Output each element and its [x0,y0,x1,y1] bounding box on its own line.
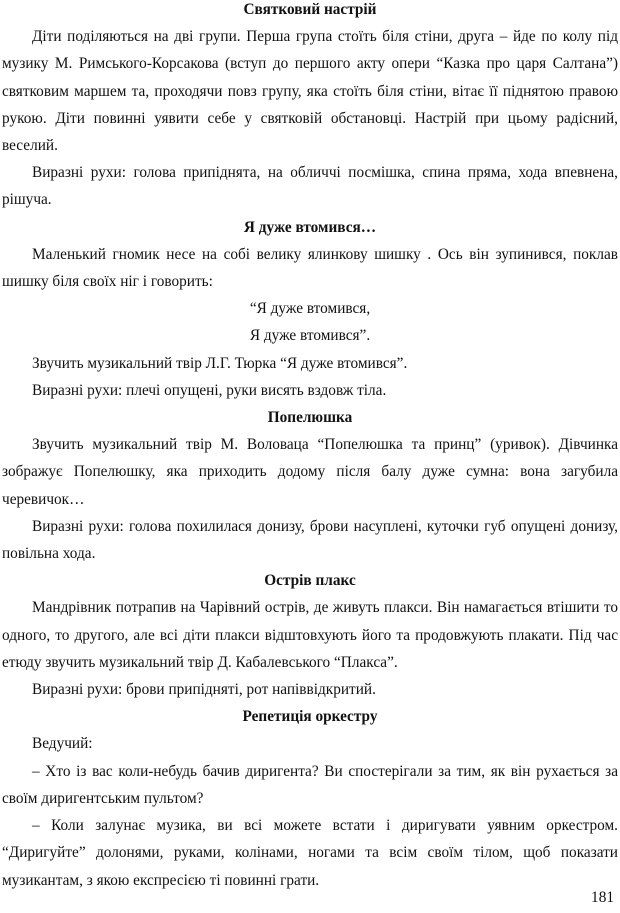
paragraph: Ведучий: [32,735,93,753]
paragraph: – Коли залунає музика, ви всі можете встати і диригувати уявним оркестром. “Диригуйте” долонями, руками, колінами, ногами та всім своїм тілом, щоб показати музикантам, з якою експресією ті повинні грати. [2,817,618,889]
quote-line: “Я дуже втомився, [249,300,371,318]
quote-line: Я дуже втомився”. [249,327,371,345]
section-heading: Репетиція оркестру [242,708,378,726]
section-heading: Острів плакс [264,572,356,590]
section-heading: Попелюшка [267,409,353,427]
paragraph: Виразні рухи: брови припідняті, рот напіввідкритий. [32,681,376,699]
paragraph: Мандрівник потрапив на Чарівний острів, де живуть плакси. Він намагається втішити то одного, то другого, але всі діти плакси відштовхують його та продовжують плакати. Під час етюду звучить музикальний твір Д. Кабалевського “Плакса”. [2,599,618,671]
section-heading: Святковий настрій [243,1,377,18]
page-number: 181 [591,889,614,906]
section-festive-mood [2,0,618,214]
paragraph: Маленький гномик несе на собі велику ялинкову шишку . Ось він зупинився, поклав шишку біля своїх ніг і говорить: [2,245,618,291]
page-content [2,0,618,894]
paragraph: Виразні рухи: голова похилилася донизу, брови насуплені, куточки губ опущені донизу, повільна хода. [2,517,618,563]
section-crybaby-island [2,567,618,703]
paragraph: Діти поділяються на дві групи. Перша група стоїть біля стіни, друга – йде по колу під музику М. Римського-Корсакова (вступ до першого акту опери “Казка про царя Салтана”) святковим маршем та, проходячи повз групу, яка стоїть біля стіни, вітає її піднятою правою рукою. Діти повинні уявити себе у святковій обстановці. Настрій при цьому радісний, веселий. [2,28,618,155]
paragraph: Звучить музикальний твір Л.Г. Тюрка “Я дуже втомився”. [32,354,408,372]
paragraph: – Хто із вас коли-небудь бачив диригента? Ви спостерігали за тим, як він рухається за своїм диригентським пультом? [2,762,618,807]
section-heading: Я дуже втомився… [243,218,377,236]
section-cinderella [2,404,618,567]
paragraph: Виразні рухи: голова припіднята, на обличчі посмішка, спина пряма, хода впевнена, рішуча. [2,164,618,209]
paragraph: Виразні рухи: плечі опущені, руки висять вздовж тіла. [32,381,387,399]
paragraph: Звучить музикальний твір М. Воловаца “Попелюшка та принц” (уривок). Дівчинка зображує Попелюшку, яка приходить додому після балу дуже сумна: вона загубила черевичок… [2,436,618,508]
section-very-tired [2,214,618,404]
section-orchestra-rehearsal [2,703,618,893]
